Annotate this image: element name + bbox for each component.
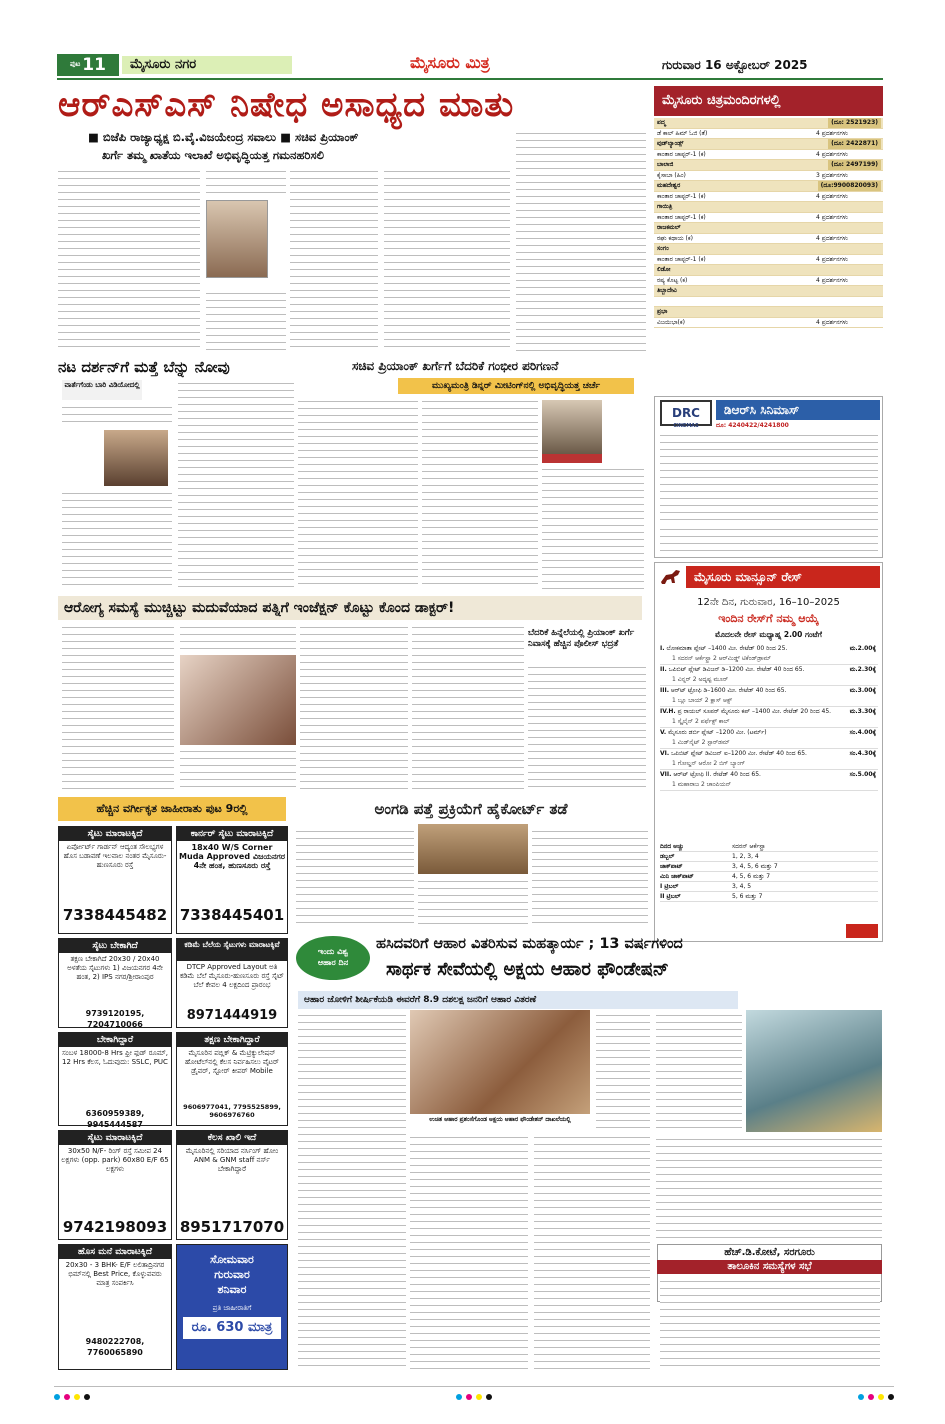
summary-key: ಡಬ್ಬಲ್: [660, 853, 675, 860]
food-article-col2: [410, 1134, 528, 1370]
race-time: ಮ.3.30ಕ್ಕೆ: [849, 708, 876, 715]
registration-dot: [64, 1394, 70, 1400]
ad-phone: 7338445482: [62, 906, 168, 924]
ad-title: ಸೈಟು ಬೇಕಾಗಿದೆ: [59, 939, 171, 953]
classified-ad: [58, 1032, 172, 1129]
drc-logo-sub: CINEMAS: [673, 423, 699, 429]
minister-photo: [542, 400, 602, 454]
ad-body: ತಕ್ಷಣ ಬೇಕಾಗಿದೆ 20x30 / 20x40 ಅಳತೆಯ ಸೈಟುಗಳು 1) ವಿಜಯನಗರ 4ನೇ ಹಂತ, 2) IPS ನಗರ/ಶ್ರೀರಾಂಪುರ: [67, 955, 163, 981]
theatre-name: ಪ್ರಭಾ: [657, 308, 668, 315]
food-photo-main: [410, 1010, 590, 1114]
ad-phone: 9606977041, 7795525899, 9606976760: [183, 1103, 281, 1119]
race-name: ಒಪಿಬಿಟ್ ಪ್ಲೇಟ್ ಡಿವಿಜನ್ ಡಿ–1200 ಮೀ. ರೇಟೆಡ್ 40 ರಿಂದ 65.: [668, 666, 805, 673]
summary-value: 3, 4, 5: [732, 883, 752, 890]
summary-key: ದಿನದ ಅಚ್ಚು: [660, 843, 684, 850]
summary-value: ಸದರನ್ ಆರ್ಕೆಸ್ಟ್ರಾ: [732, 843, 766, 850]
ad-body: ಸಂಬಳ 18000-8 Hrs ಫ್ರೀ ಫುಡ್ ರೂಮ್, 12 Hrs ಕೆಲಸ, ಓದುವುದು: SSLC, PUC: [61, 1049, 169, 1066]
food-photo-secondary: [746, 1010, 882, 1132]
race-name: ಪ್ರ ರಾಯಲ್ ಸೂಪರ್ ಮೈಸೂರು ಕಪ್ –1400 ಮೀ. ರೇಟೆಡ್ 20 ರಿಂದ 45.: [677, 708, 832, 715]
lead-article-col5: [516, 130, 646, 352]
lead-sub-line2: ಖರ್ಗೆ ತಮ್ಮ ಖಾತೆಯ ಇಲಾಖೆ ಅಭಿವೃದ್ಧಿಯತ್ತ ಗಮನಹರಿಸಲಿ: [102, 148, 324, 162]
food-article-col1: [298, 1012, 406, 1370]
classified-ad: [58, 1130, 172, 1240]
summary-value: 1, 2, 3, 4: [732, 853, 759, 860]
theatre-name: ಪದ್ಮ: [657, 119, 666, 126]
theatre-movie-row: [654, 150, 883, 161]
food-subheadline: ಆಹಾರ ಜೋಳಿಗೆ ಶೀರ್ಷಿಕೆಯಡಿ ಈವರೆಗೆ 8.9 ದಶಲಕ್ಷ ಜನರಿಗೆ ಆಹಾರ ವಿತರಣೆ: [298, 991, 738, 1009]
ad-title: ಕಡಿಮೆ ಬೆಲೆಯ ಸೈಟುಗಳು ಮಾರಾಟಕ್ಕಿವೆ: [177, 939, 287, 961]
hdkote-headline2: ತಾಲೂಕಿನ ಸಮಸ್ಯೆಗಳ ಸಭೆ: [657, 1260, 882, 1274]
theatre-shows: 4 ಪ್ರದರ್ಶನಗಳು: [816, 129, 848, 137]
theatre-name: ವುಡ್‌ಲ್ಯಾಂಡ್ಸ್: [657, 140, 684, 147]
ad-phone: 9739120195, 7204710066: [85, 1009, 145, 1029]
classified-ad: [176, 826, 288, 934]
promo-day: ಸೋಮವಾರ: [210, 1253, 254, 1266]
theatre-name-row: [654, 244, 883, 255]
registration-dot: [456, 1394, 462, 1400]
darshan-article-col2: [178, 380, 294, 590]
theatre-phone: (ದೂ:9900820093): [818, 181, 881, 191]
race-day: 12ನೇ ದಿನ, ಗುರುವಾರ, 16–10–2025: [697, 597, 840, 608]
race-number: VII.: [660, 771, 672, 778]
header-rule: [57, 78, 883, 80]
theatre-movie-row: [654, 213, 883, 224]
theatre-shows: 3 ಪ್ರದರ್ಶನಗಳು: [816, 171, 848, 179]
theatre-name-row: [654, 223, 883, 234]
registration-dot: [878, 1394, 884, 1400]
race-row: [660, 728, 878, 749]
race-number: III.: [660, 687, 669, 694]
race-name: ಆರ್‌ಟ್‌ ಟ್ರೋಫಿ ಡಿ–1600 ಮೀ. ರೇಟೆಡ್ 40 ರಿಂದ 65.: [670, 687, 787, 694]
race-row: [660, 665, 878, 686]
race-row: [660, 644, 878, 665]
theatre-movie: [654, 297, 813, 307]
food-headline-line2: ಸಾರ್ಥಕ ಸೇವೆಯಲ್ಲಿ ಅಕ್ಷಯ ಆಹಾರ ಫೌಂಡೇಷನ್: [386, 959, 669, 980]
page-label: ಪುಟ: [70, 60, 81, 69]
summary-value: 3, 4, 5, 6 ಮತ್ತು 7: [732, 863, 778, 870]
theatre-movie: ಕಾಂತಾರ ಚಾಪ್ಟರ್-1 (ಕ): [657, 150, 706, 158]
race-row: [660, 749, 878, 770]
theatre-name: ಮಹದೇಶ್ವರ: [657, 182, 681, 189]
race-number: I.: [660, 645, 665, 652]
lead-photo: [206, 200, 268, 278]
race-number: II.: [660, 666, 667, 673]
priyank-headline: ಸಚಿವ ಪ್ರಿಯಾಂಕ್ ಖರ್ಗೆಗೆ ಬೆದರಿಕೆ ಗಂಭೀರ ಪರಿಗಣನೆ: [352, 359, 559, 373]
ad-body: 20x30 - 3 BHK- E/F ಲಲಿತಾದ್ರಿನಗರ ಭಿಮ್‌ನಲ್ಲಿ Best Price, ಕೊಳ್ಳುವವರು ಮಾತ್ರ ಸಂಪರ್ಕಿಸಿ: [65, 1261, 165, 1287]
theatre-phone: (ದೂ: 2497199): [828, 160, 881, 170]
darshan-article-col1b: [62, 490, 172, 590]
doctor-article-col2b: [180, 748, 296, 792]
theatre-movie-row: [654, 255, 883, 266]
classified-ad: [58, 938, 172, 1028]
security-headline: ಬೆದರಿಕೆ ಹಿನ್ನೆಲೆಯಲ್ಲಿ ಪ್ರಿಯಾಂಕ್ ಖರ್ಗೆ ನಿವಾಸಕ್ಕೆ ಹೆಚ್ಚಿನ ಪೊಲೀಸ್ ಭದ್ರತೆ: [528, 628, 635, 649]
registration-dot: [54, 1394, 60, 1400]
registration-marks: [54, 1391, 894, 1403]
theatre-shows: [813, 297, 883, 307]
court-article-col2: [418, 878, 528, 924]
race-time: ಮ.3.00ಕ್ಕೆ: [849, 687, 876, 694]
ad-title: ಬೇಕಾಗಿದ್ದಾರೆ: [59, 1033, 171, 1047]
page-number: 11: [82, 54, 106, 75]
theatre-movie: ರಷ್ಯ ಕೊಟ್ಟ (ಕ): [657, 276, 688, 284]
theatre-shows: 4 ಪ್ರದರ್ಶನಗಳು: [816, 234, 848, 242]
classified-pointer: ಹೆಚ್ಚಿನ ವರ್ಗೀಕೃತ ಜಾಹೀರಾತು ಪುಟ 9ರಲ್ಲಿ: [58, 797, 286, 821]
theatre-phone: (ದೂ: 2422871): [828, 139, 881, 149]
race-summary-row: [660, 882, 878, 892]
registration-dot: [476, 1394, 482, 1400]
court-article-col3: [532, 828, 648, 924]
section-title: ಮೈಸೂರು ನಗರ: [122, 56, 292, 74]
theatre-movie-row: [654, 297, 883, 308]
race-title: ಮೈಸೂರು ಮಾನ್ಸೂನ್ ರೇಸ್: [686, 566, 880, 588]
race-time: ಸಂ.5.00ಕ್ಕೆ: [849, 771, 876, 778]
page-number-box: [57, 54, 119, 76]
registration-dot: [486, 1394, 492, 1400]
drc-note: [660, 526, 878, 554]
theatre-shows: 4 ಪ್ರದರ್ಶನಗಳು: [816, 150, 848, 158]
theatre-movie: ಕಾಂತಾರ ಚಾಪ್ಟರ್-1 (ಕ): [657, 213, 706, 221]
race-summary-row: [660, 862, 878, 872]
summary-key: ಮಿನಿ ಜಾಕ್‌ಪಾಟ್: [660, 873, 694, 880]
ad-phone: 6360959389, 9945444587: [85, 1109, 145, 1129]
race-time: ಸಂ.4.30ಕ್ಕೆ: [849, 750, 876, 757]
race-number: V.: [660, 729, 667, 736]
theatre-movie: ವಿಜಯಿಭಾ(ಕ): [657, 318, 685, 326]
lead-article-col2b: [206, 290, 286, 352]
theatre-movie-row: [654, 171, 883, 182]
priyank-article-col1: [298, 398, 418, 590]
theatre-name: ತಿಬ್ಬಾದೇವಿ: [657, 287, 677, 294]
registration-dot-group: [54, 1394, 90, 1400]
theatre-name: ಸಂಗಂ: [657, 245, 669, 252]
race-summary-row: [660, 892, 878, 902]
doctor-article-col2: [180, 624, 296, 652]
race-pick: 1 ಬ್ಲೂ ಬಾಯ್ 2 ಕ್ಲಾಸ್ ಆಕ್ಟ್: [672, 697, 733, 704]
doctor-article-col1: [62, 624, 174, 792]
masthead-logo: ಮೈಸೂರು ಮಿತ್ರ: [410, 53, 490, 72]
food-article-col3a: [596, 1012, 650, 1130]
ad-body: 18x40 W/S Corner Muda Approved ವಿಜಯನಗರ 4ನೇ ಹಂತ, ಹುಣಸೂರು ರಸ್ತೆ: [179, 843, 285, 870]
registration-dot: [888, 1394, 894, 1400]
theatre-movie: ಡೆ ಕಾಲ್ ಹಿಮ್ ಓಜಿ (ತೆ): [657, 129, 708, 137]
theatre-shows: 4 ಪ್ರದರ್ಶನಗಳು: [816, 255, 848, 263]
race-row: [660, 707, 878, 728]
race-name: ಒಪಿಬಿಟ್ ಪ್ಲೇಟ್ ಡಿವಿಜನ್ ಐ–1200 ಮೀ. ರೇಟೆಡ್ 40 ರಿಂದ 65.: [671, 750, 807, 757]
theatre-movie-row: [654, 129, 883, 140]
race-summary-table: [660, 842, 878, 902]
theatre-movie: ಕಾಂತಾರ ಚಾಪ್ಟರ್-1 (ಕ): [657, 192, 706, 200]
race-summary-row: [660, 852, 878, 862]
drc-title: ಡಿಆರ್‌ಸಿ ಸಿನಿಮಾಸ್: [716, 400, 880, 420]
race-name: ಮೈಸೂರು ಡರ್ಬಿ ಪ್ಲೇಟ್ –1200 ಮೀ. (ಟರ್ಮ್): [668, 729, 767, 736]
darshan-photo: [104, 430, 168, 486]
ad-title: ಸೈಟು ಮಾರಾಟಕ್ಕಿದೆ: [59, 827, 171, 841]
classified-ad: [176, 1130, 288, 1240]
drc-logo-text: DRC: [671, 406, 700, 420]
theatre-movie: ಕಾಂತಾರ ಚಾಪ್ಟರ್-1 (ಕ): [657, 255, 706, 263]
ad-title: ಹೊಸ ಮನೆ ಮಾರಾಟಕ್ಕಿದೆ: [59, 1245, 171, 1259]
ad-body: ಮೈಸೂರಿನ ಪಬ್ಲಿಕ್ & ಮೆಟ್ರಿಕ್ಯುಲೇಷನ್ ಹೋಟೆಲ್‌ನಲ್ಲಿ ಕೆಲಸ ನಿರ್ವಹಿಸಲು ವೈಟರ್ ಡ್ರೈವರ್, ಸ್ಟೋರ್ ಕೀಪರ್ Mobile: [185, 1049, 279, 1075]
promo-price: ರೂ. 630 ಮಾತ್ರ: [183, 1317, 281, 1339]
race-pick: 1 ವಿನ್ನರ್ 2 ಅದೃಷ್ಟ ಮೂರ್: [672, 676, 729, 683]
race-number: IV.H.: [660, 708, 676, 715]
registration-dot-group: [456, 1394, 492, 1400]
darshan-article-col1: [62, 404, 172, 428]
race-name: ಲೋಕಮಾತಾ ಪ್ಲೇಟ್ –1400 ಮೀ. ರೇಟೆಡ್ 00 ರಿಂದ 25.: [666, 645, 788, 652]
lead-article-col4: [384, 168, 510, 352]
race-pick: 1 ಮಿಡ್‌ನೈಟ್ 2 ಸ್ಟಾರ್‌ಡಮ್: [672, 739, 730, 746]
theatre-name-row: [654, 307, 883, 318]
summary-key: ಜಾಕ್‌ಪಾಟ್: [660, 863, 683, 870]
lead-sub-line1: ■ ಬಿಜೆಪಿ ರಾಜ್ಯಾಧ್ಯಕ್ಷ ಬಿ.ವೈ.ವಿಜಯೇಂದ್ರ ಸವಾಲು ■ ಸಚಿವ ಪ್ರಿಯಾಂಕ್: [88, 130, 359, 144]
ad-title: ತಕ್ಷಣ ಬೇಕಾಗಿದ್ದಾರೆ: [177, 1033, 287, 1047]
race-row: [660, 770, 878, 791]
priyank-subheadline: ಮುಖ್ಯಮಂತ್ರಿ ಡಿನ್ನರ್ ಮೀಟಿಂಗ್‌ನಲ್ಲಿ ಅಭಿವೃದ್ಧಿಯತ್ತ ಚರ್ಚೆ: [398, 378, 634, 394]
race-pick: 1 ಗೋಲ್ಡನ್ ಆರೋ 2 ಬಿಗ್ ಬ್ಯಾಂಗ್: [672, 760, 746, 767]
ad-phone: 9480222708, 7760065890: [85, 1337, 145, 1357]
high-court-headline: ಅಂಗಡಿ ಪತ್ತೆ ಪ್ರಕ್ರಿಯೆಗೆ ಹೈಕೋರ್ಟ್ ತಡೆ: [374, 800, 568, 818]
registration-dot: [74, 1394, 80, 1400]
promo-day: ಗುರುವಾರ: [214, 1267, 250, 1281]
theatre-name-row: [654, 139, 883, 150]
theatre-list: [654, 118, 883, 328]
registration-dot-group: [858, 1394, 894, 1400]
doctor-headline: ಆರೋಗ್ಯ ಸಮಸ್ಯೆ ಮುಚ್ಚಿಟ್ಟು ಮದುವೆಯಾದ ಪತ್ನಿಗೆ ಇಂಜೆಕ್ಷನ್ ಕೊಟ್ಟು ಕೊಂದ ಡಾಕ್ಟರ್!: [58, 596, 642, 620]
darshan-byline: ವಾರ್ತೆಗೆಂಡು ಬಾರಿ ವಿಡಿಯೋದಲ್ಲಿ: [62, 380, 142, 400]
food-article-col3: [534, 1134, 650, 1370]
race-start-time: ಮೊದಲನೇ ರೇಸ್ ಮಧ್ಯಾಹ್ನ 2.00 ಗಂಟೆಗೆ: [715, 630, 822, 639]
race-list: [660, 644, 878, 791]
priyank-article-col2: [422, 398, 538, 590]
promo-label: ಪ್ರತಿ ಜಾಹೀರಾತಿಗೆ: [212, 1303, 252, 1312]
registration-dot: [868, 1394, 874, 1400]
theatre-listing-title: ಮೈಸೂರು ಚಿತ್ರಮಂದಿರಗಳಲ್ಲಿ: [654, 86, 883, 116]
food-article-col5: [656, 1136, 882, 1240]
race-name: ಆರ್‌ಟ್‌ ಟ್ರೋಫಿ II. ರೇಟೆಡ್ 40 ರಿಂದ 65.: [673, 771, 761, 778]
race-time: ಸಂ.4.00ಕ್ಕೆ: [849, 729, 876, 736]
summary-key: I ಟ್ರಿಬಲ್: [660, 883, 679, 890]
logo-line1: ಇಂದು ವಿಶ್ವ: [317, 947, 349, 956]
theatre-name: ಗಾಯಿತ್ರಿ: [657, 203, 673, 210]
theatre-movie-row: [654, 192, 883, 203]
couple-photo: [180, 655, 296, 745]
race-summary-row: [660, 842, 878, 852]
horse-icon: [658, 566, 684, 588]
race-banner: ಇಂದಿನ ರೇಸ್‌ಗೆ ನಮ್ಮ ಆಯ್ಕೆ: [718, 612, 819, 625]
darshan-headline: ನಟ ದರ್ಶನ್‌ಗೆ ಮತ್ತೆ ಬೆನ್ನು ನೋವು: [58, 358, 230, 376]
food-photo-caption: ಉಚಿತ ಆಹಾರ ಪ್ರಶಂಸೆಗೊಂಡ ಅಕ್ಷಯ ಆಹಾರ ಫೌಂಡೇಶನ್ ದಾಖಲೆಯಲ್ಲಿ: [429, 1116, 571, 1123]
high-court-photo: [418, 824, 528, 874]
ad-phone: 7338445401: [179, 906, 285, 924]
theatre-shows: 4 ಪ್ರದರ್ಶನಗಳು: [816, 192, 848, 200]
ad-phone: 8971444919: [186, 1008, 278, 1023]
race-number: VI.: [660, 750, 670, 757]
theatre-movie-row: [654, 276, 883, 287]
drc-phone: ದೂ: 4240422/4241800: [716, 422, 789, 429]
theatre-name-row: [654, 160, 883, 171]
dateline: ಗುರುವಾರ 16 ಅಕ್ಟೋಬರ್ 2025: [662, 58, 808, 72]
theatre-name: ಲಿಡೋ: [657, 266, 671, 273]
registration-dot: [84, 1394, 90, 1400]
theatre-name-row: [654, 286, 883, 297]
race-pick: 1 ಮಹಾರಾಜ 2 ಚಾಂಪಿಯನ್: [672, 781, 732, 788]
summary-value: 4, 5, 6 ಮತ್ತು 7: [732, 873, 771, 880]
theatre-name-row: [654, 181, 883, 192]
race-time: ಮ.2.00ಕ್ಕೆ: [849, 645, 876, 652]
security-article: [528, 664, 646, 792]
ad-title: ಸೈಟು ಮಾರಾಟಕ್ಕಿದೆ: [59, 1131, 171, 1145]
registration-dot: [466, 1394, 472, 1400]
registration-dot: [858, 1394, 864, 1400]
race-summary-row: [660, 872, 878, 882]
ad-phone: 9742198093: [62, 1218, 168, 1236]
theatre-shows: 4 ಪ್ರದರ್ಶನಗಳು: [816, 318, 848, 326]
hdkote-headline1: ಹೆಚ್.ಡಿ.ಕೋಟೆ, ಸರಗೂರು: [724, 1247, 815, 1258]
theatre-movie-row: [654, 318, 883, 329]
theatre-movie: ಕೈಸಾಬಾ (ಹಿಂ): [657, 171, 686, 179]
theatre-name-row: [654, 118, 883, 129]
theatre-name-row: [654, 265, 883, 276]
ad-phone: 8951717070: [179, 1218, 285, 1236]
race-row: [660, 686, 878, 707]
summary-value: 5, 6 ಮತ್ತು 7: [732, 893, 763, 900]
lead-article-col2: [206, 168, 286, 198]
theatre-name: ಬಾಲಾಜಿ: [657, 161, 674, 168]
ad-title: ಕೆಲಸ ಖಾಲಿ ಇದೆ: [177, 1131, 287, 1145]
footer-rule: [54, 1386, 894, 1387]
race-pick: 1 ಸ್ಕೈಲೈನ್ 2 ಪರ್ಫೆಕ್ಟ್ ಕಾಲ್: [672, 718, 730, 725]
theatre-movie-row: [654, 234, 883, 245]
theatre-movie: ರಘು ಕಥಾಯ (ಕ): [657, 234, 693, 242]
promo-box: [176, 1244, 288, 1370]
logo-line2: ಆಹಾರ ದಿನ: [317, 958, 349, 967]
classified-ad: [58, 826, 172, 934]
theatre-phone: (ದೂ: 2521923): [828, 118, 881, 128]
theatre-name: ರಾಜಕಮಲ್: [657, 224, 681, 231]
lead-headline: ಆರ್‌ಎಸ್‌ಎಸ್ ನಿಷೇಧ ಅಸಾಧ್ಯದ ಮಾತು: [58, 85, 515, 125]
doctor-article-col4: [412, 624, 524, 792]
promo-day: ಶನಿವಾರ: [217, 1282, 247, 1296]
drc-schedule: [660, 432, 878, 522]
hdkote-article: [660, 1278, 880, 1370]
court-article-col1: [296, 828, 414, 924]
race-time: ಮ.2.30ಕ್ಕೆ: [849, 666, 876, 673]
theatre-shows: 4 ಪ್ರದರ್ಶನಗಳು: [816, 276, 848, 284]
race-pick: 1 ಸದರನ್ ಆರ್ಕೆಸ್ಟ್ರಾ 2 ಆರ್‌ಮಿಡ್ಡ್ ಟಿಕೆಂಡ್‌ಡ್ರಾಮ್: [672, 655, 772, 662]
drc-logo: [660, 400, 712, 429]
minister-photo-caption: [542, 454, 602, 463]
doctor-article-col3: [300, 624, 408, 792]
priyank-article-col3: [542, 466, 644, 590]
lead-article-col1: [58, 168, 200, 352]
ad-body: ಮೈಸೂರಿನಲ್ಲಿ ಸರಿಯಾದ ನರ್ಸಿಂಗ್ ಹೋಂ ANM & GNM staff ನರ್ಸ್ ಬೇಕಾಗಿದ್ದಾರೆ: [185, 1147, 279, 1173]
summary-key: II ಟ್ರಿಬಲ್: [660, 893, 681, 900]
ad-body: DTCP Approved Layout ಅತಿ ಕಡಿಮೆ ಬೆಲೆ ಮೈಸೂರು-ಹುಣಸೂರು ರಸ್ತೆ ಸೈಟ್ ಬೆಲೆ ಕೇವಲ 4 ಲಕ್ಷದಿಂದ ಪ್ರಾರಂಭ: [179, 963, 285, 989]
food-article-col4: [656, 1012, 742, 1132]
classified-ad: [176, 938, 288, 1028]
lead-article-col3: [290, 168, 378, 352]
classified-ad: [176, 1032, 288, 1126]
ad-body: ಏರ್ಪೋರ್ಟ್ ಗಾರ್ಡನ್ ಆದ್ಯಂತ ಸೌಲಭ್ಯಗಳ ಹೊಸ ಬಡಾವಣೆ ಇಲವಾಲ ನಂತರ ಮೈಸೂರು-ಹುಣಸೂರು ರಸ್ತೆ: [63, 843, 167, 869]
theatre-name-row: [654, 202, 883, 213]
theatre-shows: 4 ಪ್ರದರ್ಶನಗಳು: [816, 213, 848, 221]
world-food-day-logo: [296, 936, 370, 980]
food-headline-line1: ಹಸಿದವರಿಗೆ ಆಹಾರ ವಿತರಿಸುವ ಮಹತ್ಕಾರ್ಯ ; 13 ವರ್ಷಗಳಿಂದ: [376, 936, 683, 952]
ad-title: ಕಾರ್ನರ್ ಸೈಟು ಮಾರಾಟಕ್ಕಿದೆ: [177, 827, 287, 841]
classified-ad: [58, 1244, 172, 1370]
ad-body: 30x50 N/F- ರಿಂಗ್ ರಸ್ತೆ ಸಮೀಪ 24 ಲಕ್ಷಗಳು (opp. park) 60x80 E/F 65 ಲಕ್ಷಗಳು: [61, 1147, 169, 1173]
